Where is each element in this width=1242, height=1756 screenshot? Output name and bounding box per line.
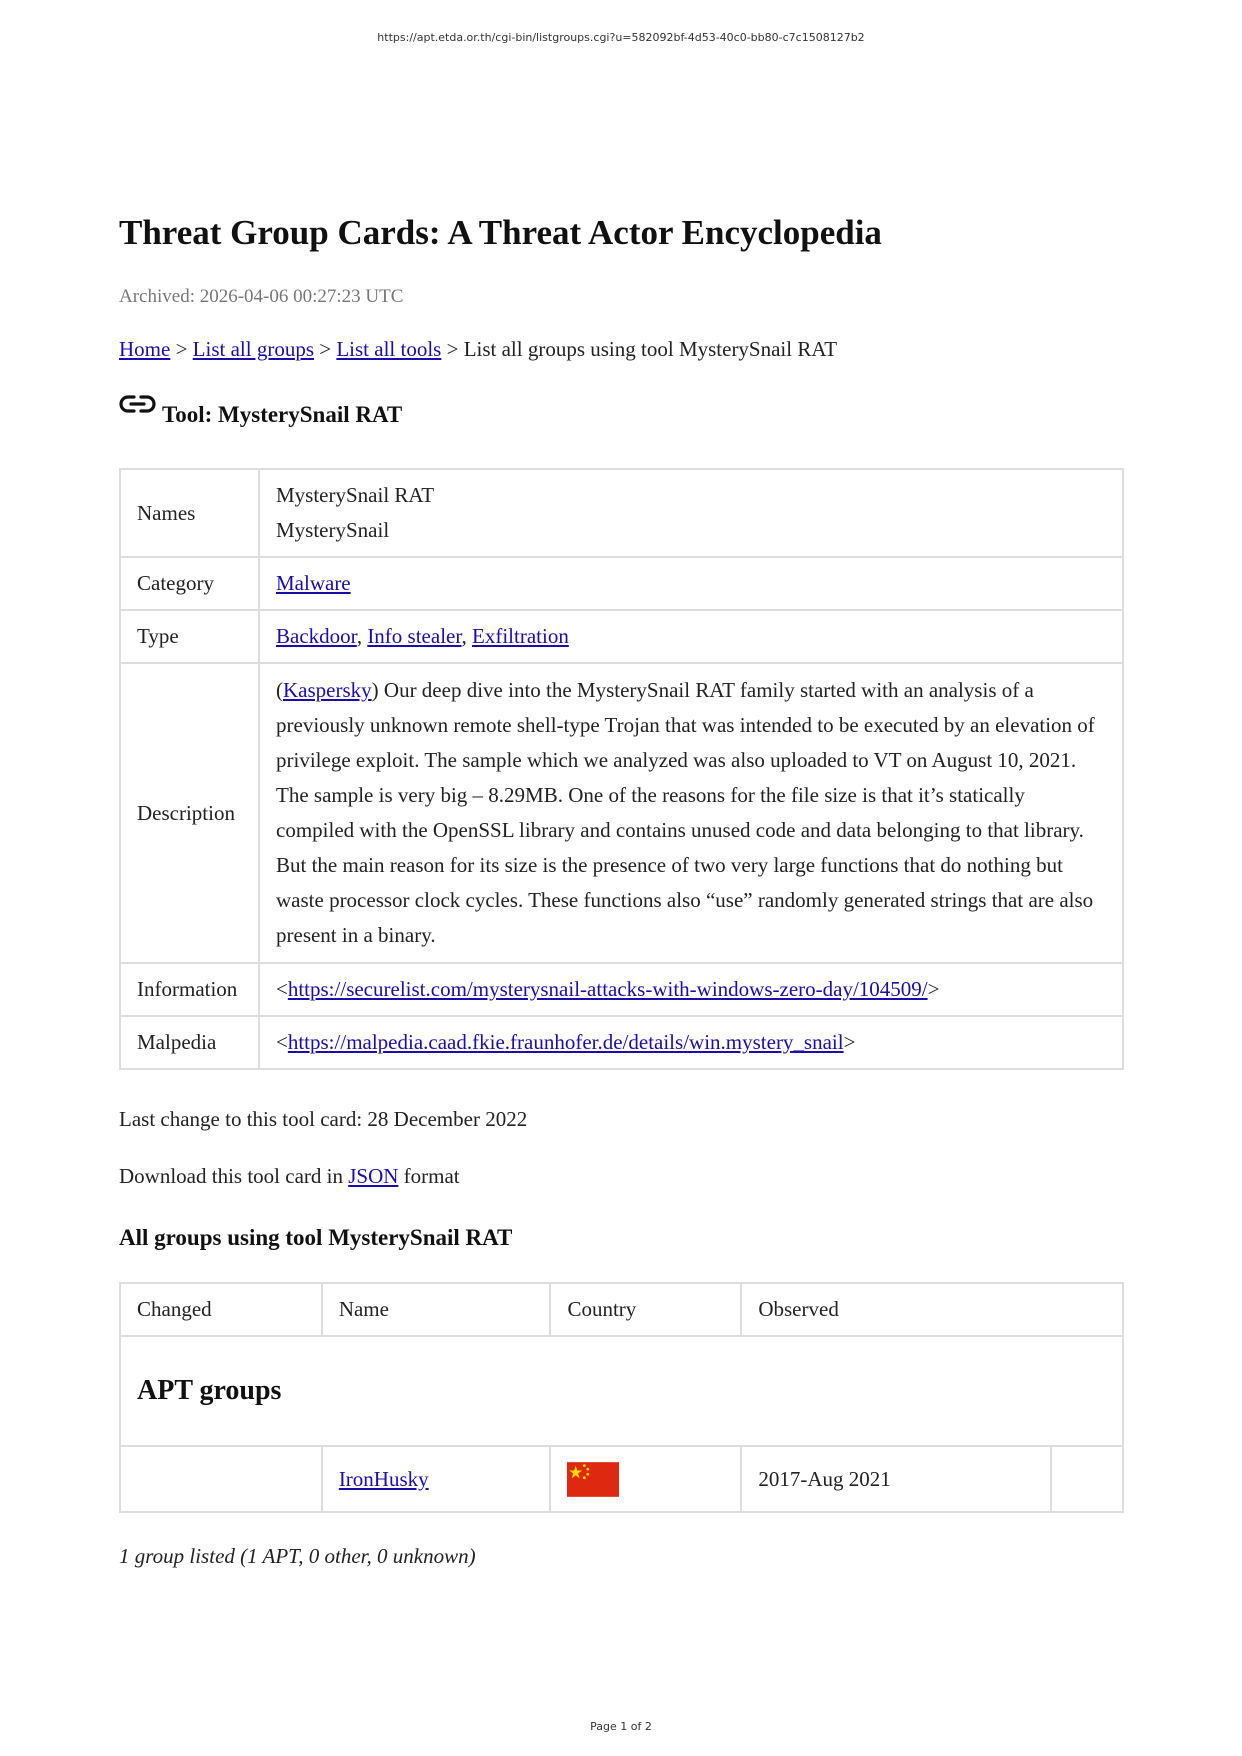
category-value [259, 557, 1123, 610]
information-label: Information [120, 963, 259, 1016]
download-suffix: format [403, 1164, 460, 1188]
angle-close: > [843, 1030, 856, 1054]
information-link[interactable]: https://securelist.com/mysterysnail-attacks-with-windows-zero-day/104509/ [287, 977, 928, 1001]
names-label: Names [120, 469, 259, 557]
link-icon [119, 392, 156, 418]
breadcrumb-list-tools-link[interactable]: List all tools [336, 337, 442, 361]
cell-country [550, 1446, 741, 1512]
page-number: Page 1 of 2 [590, 1720, 652, 1733]
tool-card-table [119, 468, 1124, 1070]
category-link[interactable]: Malware [276, 571, 351, 595]
china-flag-icon [567, 1462, 619, 1497]
name-entry: MysterySnail RAT [276, 483, 435, 507]
breadcrumb-separator: > [446, 337, 459, 361]
type-separator: , [461, 624, 467, 648]
breadcrumb-current: List all groups using tool MysterySnail RAT [463, 337, 838, 361]
page-title: Threat Group Cards: A Threat Actor Encyclopedia [119, 213, 882, 252]
description-label: Description [120, 663, 259, 963]
breadcrumb [119, 337, 837, 362]
cell-name [322, 1446, 551, 1512]
json-download-link[interactable]: JSON [348, 1164, 399, 1188]
cell-observed: 2017-Aug 2021 [741, 1446, 1051, 1512]
angle-open: < [276, 977, 288, 1001]
table-row [120, 469, 1123, 557]
table-row [120, 663, 1123, 963]
type-value [259, 610, 1123, 663]
tool-heading-text: Tool: MysterySnail RAT [162, 402, 403, 427]
group-link-ironhusky[interactable]: IronHusky [338, 1466, 429, 1491]
groups-table [119, 1282, 1124, 1513]
column-header-observed: Observed [741, 1283, 1123, 1336]
type-link-backdoor[interactable]: Backdoor [276, 624, 357, 648]
breadcrumb-home-link[interactable]: Home [119, 337, 171, 361]
type-label: Type [120, 610, 259, 663]
breadcrumb-separator: > [319, 337, 332, 361]
download-line [119, 1164, 460, 1189]
cell-changed [120, 1446, 322, 1512]
description-source-link[interactable]: Kaspersky [283, 678, 372, 702]
section-row [120, 1336, 1123, 1446]
table-row [120, 963, 1123, 1016]
table-header-row [120, 1283, 1123, 1336]
archived-timestamp: Archived: 2026-04-06 00:27:23 UTC [119, 286, 404, 307]
last-change-text: Last change to this tool card: 28 December 2022 [119, 1107, 528, 1131]
column-header-changed: Changed [120, 1283, 322, 1336]
description-open-paren: ( [276, 678, 283, 702]
malpedia-label: Malpedia [120, 1016, 259, 1069]
malpedia-value [259, 1016, 1123, 1069]
angle-open: < [276, 1030, 288, 1054]
type-link-info-stealer[interactable]: Info stealer [367, 624, 462, 648]
groups-summary: 1 group listed (1 APT, 0 other, 0 unknown) [119, 1544, 476, 1568]
type-separator: , [356, 624, 363, 648]
name-entry: MysterySnail [276, 518, 390, 542]
download-prefix: Download this tool card in [119, 1164, 343, 1188]
column-header-country: Country [550, 1283, 741, 1336]
breadcrumb-separator: > [175, 337, 188, 361]
category-label: Category [120, 557, 259, 610]
information-value [259, 963, 1123, 1016]
print-header-url: https://apt.etda.or.th/cgi-bin/listgroups.cgi?u=582092bf-4d53-40c0-bb80-c7c1508127b2 [377, 31, 865, 44]
table-row [120, 610, 1123, 663]
table-row [120, 1016, 1123, 1069]
table-row [120, 557, 1123, 610]
column-header-name: Name [322, 1283, 551, 1336]
cell-extra [1051, 1446, 1123, 1512]
table-row [120, 1446, 1123, 1512]
section-title-apt-groups: APT groups [120, 1336, 1123, 1446]
groups-heading: All groups using tool MysterySnail RAT [119, 1225, 513, 1250]
angle-close: > [927, 977, 940, 1001]
tool-heading [119, 402, 402, 428]
type-link-exfiltration[interactable]: Exfiltration [472, 624, 569, 648]
description-value [259, 663, 1123, 963]
names-value [259, 469, 1123, 557]
breadcrumb-list-groups-link[interactable]: List all groups [192, 337, 314, 361]
description-text: ) Our deep dive into the MysterySnail RAT family started with an analysis of a previously unknown remote shell-type Trojan that was intended to be executed by an elevation of privilege exploit. The sample which we analyzed was also uploaded to VT on August 10, 2021. The sample is very big – 8.29MB. One of the reasons for the file size is that it’s statically compiled with the OpenSSL library and contains unused code and data belonging to that library. But the main reason for its size is the presence of two very large functions that do nothing but waste processor clock cycles. These functions also “use” randomly generated strings that are also present in a binary. [276, 678, 1095, 947]
malpedia-link[interactable]: https://malpedia.caad.fkie.fraunhofer.de/details/win.mystery_snail [287, 1030, 844, 1054]
